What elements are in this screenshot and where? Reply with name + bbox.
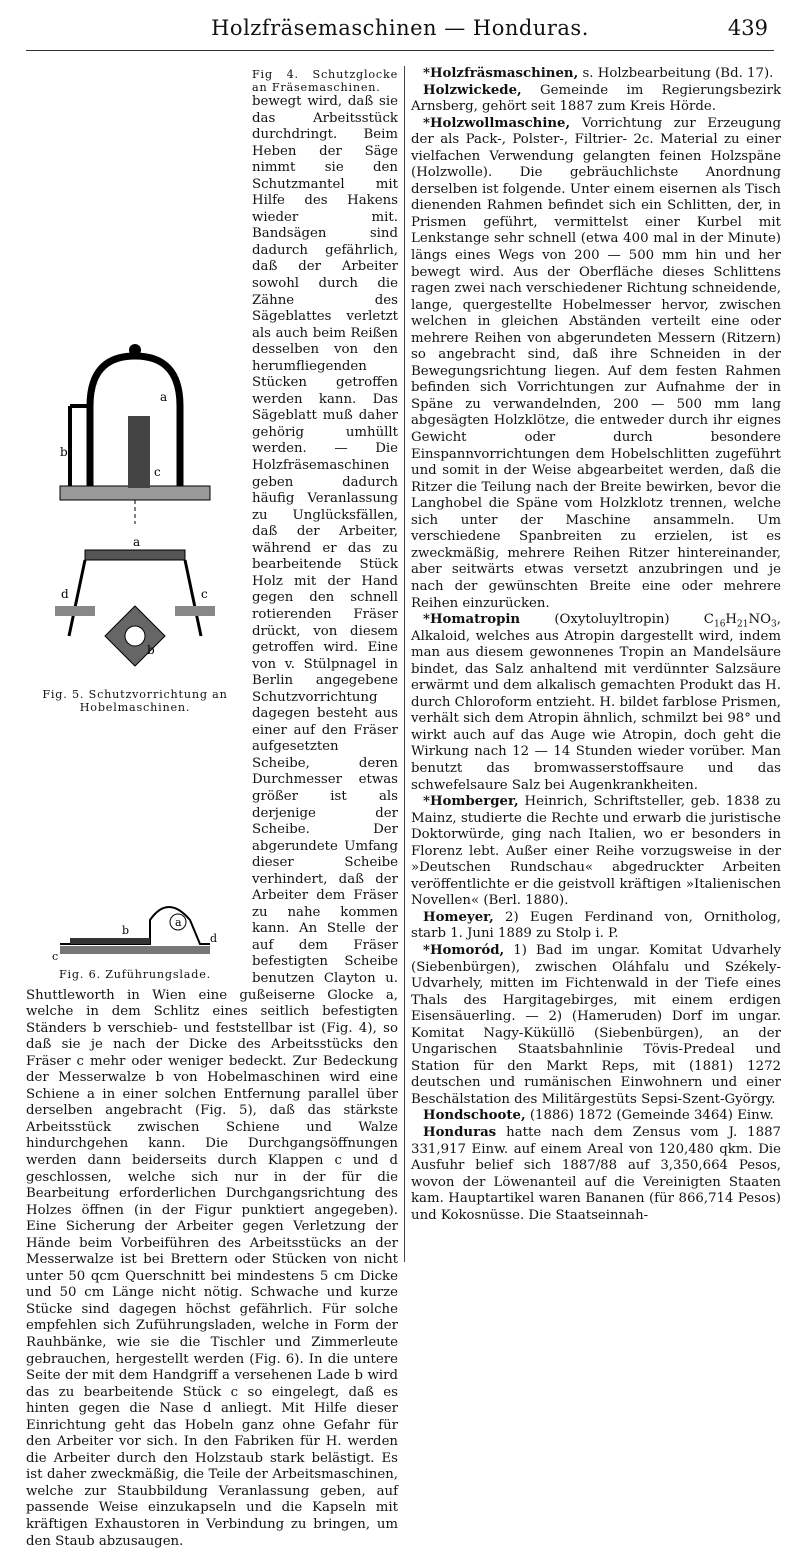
entry-text: Heinrich, Schriftsteller, geb. 1838 zu Mainz, studierte die Rechte und erwarb die juristische Doktorwürde, ging nach Italien, wo er besonders in Florenz lebt. Außer einer Reihe vorzugsweise in der »Deutschen Rundschau« abgedruckter Arbeiten veröffentlichte er die geistvoll kräftigen »Italienischen Novellen« (Berl. 1880). xyxy=(411,794,781,909)
figure-6 xyxy=(26,884,244,981)
fig5-label: a xyxy=(133,536,141,549)
header-rule xyxy=(26,50,774,51)
entry-headword: *Holzfräsmaschinen, xyxy=(423,66,579,81)
entry xyxy=(411,116,781,612)
fig6-label: a xyxy=(175,916,182,929)
entry-headword: *Homoród, xyxy=(423,942,505,958)
fig4-label: c xyxy=(154,465,161,479)
fig6-label: b xyxy=(122,924,130,937)
fig6-label: c xyxy=(52,950,59,963)
right-column xyxy=(404,66,781,1262)
entry-text: (Oxytoluyltropin) C xyxy=(520,612,714,628)
fig6-caption: Fig. 6. Zuführungslade. xyxy=(58,968,212,981)
formula-part: NO xyxy=(748,612,772,628)
fig6-drawing xyxy=(50,884,220,966)
page-number: 439 xyxy=(727,16,768,40)
entry-text: Gemeinde im Regierungsbezirk Arnsberg, gehört seit 1887 zum Kreis Hörde. xyxy=(411,82,781,115)
entry-headword: *Holzwollmaschine, xyxy=(423,115,571,131)
entry-headword: Homeyer, xyxy=(423,909,494,925)
fig5-caption: Fig. 5. Schutzvorrichtung an Hobelmaschinen. xyxy=(42,688,228,714)
entry-text: hatte nach dem Zensus vom J. 1887 331,917 Einw. auf einem Areal von 120,480 qkm. Die Ausfuhr belief sich 1887/88 auf 3,350,664 Pesos, wovon der Löwenanteil auf die Vereinigten Staaten kam. Hauptartikel waren Bananen (für 866,714 Pesos) und Kokosnüsse. Die Staatseinnah- xyxy=(411,1125,781,1223)
entry xyxy=(411,66,781,83)
entry-text: (1886) 1872 (Gemeinde 3464) Einw. xyxy=(525,1108,774,1124)
figure-4 xyxy=(26,326,244,526)
entry-text: 1) Bad im ungar. Komitat Udvarhely (Siebenbürgen), zwischen Oláhfalu und Székely-Udvarhely, mitten im Fichtenwald in der Tiefe eines Thals des Hargitagebirges, mit einem erdigen Eisensäuerling. — 2) (Hameruden) Dorf im ungar. Komitat Nagy-Küküllö (Siebenbürgen), an der Ungarischen Staatsbahnlinie Tövis-Predeal und Station für den Markt Reps, mit (1881) 1272 deutschen und rumänischen Einwohnern und einer Beschälstation des Militärgestüts Sepsi-Szent-György. xyxy=(411,942,781,1107)
formula-subscript: 3 xyxy=(771,619,777,630)
fig4-label: b xyxy=(60,445,68,459)
fig4-label: a xyxy=(160,390,168,404)
entry-headword: Honduras xyxy=(423,1125,497,1140)
entry-text: Vorrichtung zur Erzeugung der als Pack-, Polster-, Filtrier- 2c. Material zu einer vielfachen Verwendung gelangten feinen Holzspäne (Holzwolle). Die gebräuchlichste Anordnung derselben ist folgende. Unter einem eisernen als Tisch dienenden Rahmen befindet sich ein Schlitten, der, in Prismen geführt, vermittelst einer Kurbel mit Lenkstange sehr schnell (etwa 400 mal in der Minute) längs eines Wegs von 200 — 500 mm hin und her bewegt wird. Aus der Oberfläche dieses Schlittens ragen zwei nach verschiedener Richtung schneidende, lange, quergestellte Hobelmesser hervor, zwischen welchen in gleichen Abständen verteilt eine oder mehrere Reihen von abgerundeten Messern (Ritzern) so angebracht sind, daß ihre Schneiden in der Bewegungsrichtung liegen. Auf dem festen Rahmen befinden sich Vorrichtungen zur Aufnahme der in Späne zu verwandelnden, 200 — 500 mm lang abgesägten Holzklötze, die entweder durch ihr eignes Gewicht oder durch besondere Einspannvorrichtungen dem Hobelschlitten zugeführt und somit in der Weise abgearbeitet werden, daß die Ritzer die Teilung nach der Breite bewirken, bevor die Langhobel die Späne vom Holzklotz trennen, welche sich unter der Maschine ansammeln. Um verschiedene Spanbreiten zu erzielen, ist es zweckmäßig, mehrere Reihen Ritzer hintereinander, aber seitwärts etwas versetzt anzubringen und je nach der gewünschten Breite eine oder mehrere Reihen einzurücken. xyxy=(411,115,781,611)
fig5-label: d xyxy=(61,587,69,601)
entry xyxy=(411,943,781,1108)
entry xyxy=(411,83,781,116)
entry-text: s. Holzbearbeitung (Bd. 17). xyxy=(578,66,774,81)
fig5-label: c xyxy=(201,587,208,601)
page-header xyxy=(26,16,774,46)
entry xyxy=(411,612,781,794)
fig5-label: b xyxy=(147,643,155,657)
fig6-label: d xyxy=(210,932,218,945)
formula-subscript: 16 xyxy=(713,619,726,630)
entry-headword: Hondschoote, xyxy=(423,1108,526,1124)
entry-headword: Holzwickede, xyxy=(423,82,522,98)
entry-headword: *Homatropin xyxy=(423,612,521,628)
left-body-text: bewegt wird, daß sie das Arbeitsstück durchdringt. Beim Heben der Säge nimmt sie den Schutzmantel mit Hilfe des Hakens wieder mit. Bandsägen sind dadurch gefährlich, daß der Arbeiter sowohl durch die Zähne des Sägeblattes verletzt als auch beim Reißen desselben von den herumfliegenden Stücken getroffen werden kann. Das Sägeblatt muß daher gehörig umhüllt werden. — Die Holzfräsemaschinen geben dadurch häufig Veranlassung zu Unglücksfällen, daß der Arbeiter, während er das zu bearbeitende Stück Holz mit der Hand gegen den schnell rotierenden Fräser drückt, von diesem getroffen wird. Eine von v. Stülpnagel in Berlin angegebene Schutzvorrichtung dagegen besteht aus einer auf den Fräser aufgesetzten Scheibe, deren Durchmesser etwas größer ist als derjenige der Scheibe. Der abgerundete Umfang dieser Scheibe verhindert, daß der Arbeiter dem Fräser zu nahe kommen kann. An Stelle der auf dem Fräser befestigten Scheibe benutzen Clayton u. Shuttleworth in Wien eine gußeiserne Glocke a, welche in dem Schlitz eines seitlich befestigten Ständers b verschieb- und feststellbar ist (Fig. 4), so daß sie je nach der Dicke des Arbeitsstücks den Fräser c mehr oder weniger bedeckt. Zur Bedeckung der Messerwalze b von Hobelmaschinen wird eine Schiene a in einer solchen Entfernung parallel über derselben angebracht (Fig. 5), daß das stärkste Arbeitsstück zwischen Schiene und Walze hindurchgehen kann. Die Durchgangsöffnungen werden dann beiderseits durch Klappen c und d geschlossen, welche sich nur in der für die Bearbeitung erforderlichen Durchgangsrichtung des Holzes öffnen (in der Figur punktiert angegeben). Eine Sicherung der Arbeiter gegen Verletzung der Hände beim Vorbeiführen des Arbeitsstücks an der Messerwalze ist bei Brettern oder Stücken von nicht unter 50 qcm Querschnitt bei mindestens 5 cm Dicke und 50 cm Länge nicht nötig. Schwache und kurze Stücke sind dagegen höchst gefährlich. Für solche empfehlen sich Zuführungsladen, welche in Form der Rauhbänke, wie sie die Tischler und Zimmerleute gebrauchen, hergestellt werden (Fig. 6). In die untere Seite der mit dem Handgriff a versehenen Lade b wird das zu bearbeitende Stück c so eingelegt, daß es hinten gegen die Nase d anliegt. Mit Hilfe dieser Einrichtung geht das Hobeln ganz ohne Gefahr für den Arbeiter vor sich. In den Fabriken für H. werden die Arbeiter durch den Holzstaub stark belästigt. Es ist daher zweckmäßig, die Teile der Arbeitsmaschinen, welche zur Staubbildung Veranlassung geben, auf passende Weise einzukapseln und die Kapseln mit kräftigen Exhaustoren in Verbindung zu bringen, um den Staub abzusaugen. xyxy=(26,94,398,1549)
entry xyxy=(411,1108,781,1125)
left-column xyxy=(26,66,398,1550)
entry-headword: *Homberger, xyxy=(423,794,519,810)
figure-5 xyxy=(26,536,244,714)
entry-text: , Alkaloid, welches aus Atropin dargestellt wird, indem man aus diesem gewonnenes Tropin an Mandelsäure bindet, das Salz anhaltend mit verdünnter Salzsäure erwärmt und dem alkalisch gemachten Produkt das H. durch Chloroform entzieht. H. bildet farblose Prismen, verhält sich dem Atropin ähnlich, schmilzt bei 98° und wirkt auch auf das Auge wie Atropin, doch geht die Wirkung nach 12 — 14 Stunden wieder vorüber. Man benutzt das bromwasserstoffsaure und das schwefelsaure Salz bei Augenkrankheiten. xyxy=(411,612,781,793)
entry xyxy=(411,1125,781,1224)
entry xyxy=(411,910,781,943)
fig5-drawing xyxy=(55,536,215,686)
entry xyxy=(411,794,781,910)
entry-text: 2) Eugen Ferdinand von, Ornitholog, starb 1. Juni 1889 zu Stolp i. P. xyxy=(411,909,781,942)
formula-subscript: 21 xyxy=(737,619,749,630)
running-title: Holzfräsemaschinen — Honduras. xyxy=(211,16,589,40)
fig4-caption: Fig 4. Schutzglocke an Fräsemaschinen. xyxy=(252,68,398,94)
formula-part: H xyxy=(725,612,738,628)
fig4-drawing xyxy=(50,326,220,526)
